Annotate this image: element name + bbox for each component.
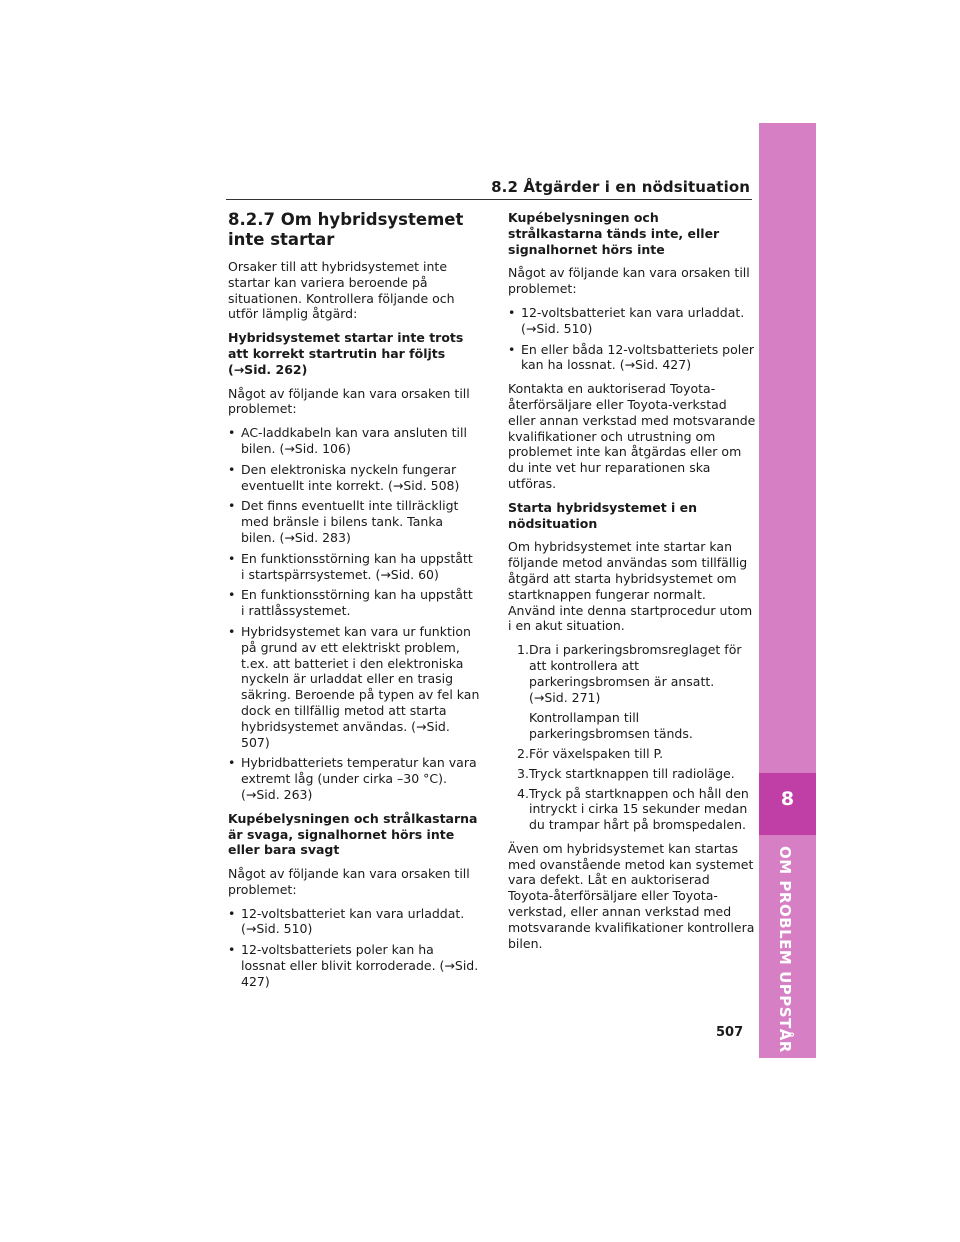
cause-list bbox=[508, 305, 756, 373]
step-text: Tryck startknappen till radioläge. bbox=[529, 765, 735, 781]
step-number: 3. bbox=[517, 765, 529, 781]
list-item: • Hybridsystemet kan vara ur funktion på grund av ett elektriskt problem, t.ex. att batteriet i den elektroniska nyckeln är urladdat eller en trasig säkring. Beroende på typen av fel kan dock en tillfällig metod att starta hybridsystemet användas. (→Sid. 507) bbox=[228, 624, 480, 750]
step-text: Tryck på startknappen och håll den intryckt i cirka 15 sekunder medan du trampar hårt på bromspedalen. bbox=[529, 785, 749, 833]
paragraph: Något av följande kan vara orsaken till problemet: bbox=[228, 385, 470, 417]
step-number: 4. bbox=[517, 785, 529, 801]
list-item: • Den elektroniska nyckeln fungerar eventuellt inte korrekt. (→Sid. 508) bbox=[228, 462, 480, 494]
list-item: • Det finns eventuellt inte tillräckligt med bränsle i bilens tank. Tanka bilen. (→Sid. 283) bbox=[228, 498, 480, 545]
paragraph: Något av följande kan vara orsaken till problemet: bbox=[228, 866, 470, 897]
subheading: Hybridsystemet startar inte trots att korrekt startrutin har följts (→Sid. 262) bbox=[228, 330, 464, 377]
chapter-number: 8 bbox=[780, 788, 795, 810]
step-item bbox=[517, 766, 756, 782]
step-item bbox=[517, 746, 756, 762]
step-number: 1. bbox=[517, 642, 529, 658]
section-title: 8.2.7 Om hybridsystemet inte startar bbox=[228, 210, 464, 249]
intro-paragraph: Orsaker till att hybridsystemet inte startar kan variera beroende på situationen. Kontrollera följande och utför lämplig åtgärd: bbox=[228, 259, 455, 322]
list-item: • En funktionsstörning kan ha uppstått i startspärrsystemet. (→Sid. 60) bbox=[228, 551, 480, 583]
paragraph: Om hybridsystemet inte startar kan följande metod användas som tillfällig åtgärd att starta hybridsystemet om startknappen fungerar normalt. Använd inte denna startprocedur utom i en akut situation. bbox=[508, 539, 753, 634]
step-item bbox=[517, 642, 756, 742]
section-header: 8.2 Åtgärder i en nödsituation bbox=[491, 178, 750, 196]
chapter-label: OM PROBLEM UPPSTÅR bbox=[776, 846, 794, 1053]
step-number: 2. bbox=[517, 745, 529, 761]
list-item: • 12-voltsbatteriet kan vara urladdat. (→Sid. 510) bbox=[508, 305, 756, 337]
list-item: • AC-laddkabeln kan vara ansluten till bilen. (→Sid. 106) bbox=[228, 425, 480, 457]
list-item: • 12-voltsbatteriet kan vara urladdat. (→Sid. 510) bbox=[228, 906, 480, 938]
step-text: Dra i parkeringsbromsreglaget för att kontrollera att parkeringsbromsen är ansatt. (→Sid. 271) bbox=[529, 642, 742, 705]
list-item: • 12-voltsbatteriets poler kan ha lossnat eller blivit korroderade. (→Sid. 427) bbox=[228, 942, 480, 989]
subheading: Kupébelysningen och strålkastarna tänds inte, eller signalhornet hörs inte bbox=[508, 210, 720, 257]
subheading: Starta hybridsystemet i en nödsituation bbox=[508, 499, 698, 531]
left-column bbox=[228, 210, 480, 998]
cause-list bbox=[228, 425, 480, 803]
header-divider bbox=[226, 199, 752, 200]
list-item: • En eller båda 12-voltsbatteriets poler kan ha lossnat. (→Sid. 427) bbox=[508, 342, 756, 374]
paragraph: Något av följande kan vara orsaken till problemet: bbox=[508, 265, 750, 297]
step-item bbox=[517, 786, 756, 833]
step-list bbox=[508, 642, 756, 833]
subheading: Kupébelysningen och strålkastarna är svaga, signalhornet hörs inte eller bara svagt bbox=[228, 810, 478, 858]
step-note: Kontrollampan till parkeringsbromsen tänds. bbox=[529, 710, 693, 742]
page-number: 507 bbox=[716, 1025, 744, 1040]
paragraph: Kontakta en auktoriserad Toyota-återförsäljare eller Toyota-verkstad eller annan verkstad med motsvarande kvalifikationer och utrustning om problemet inte kan åtgärdas eller om du inte vet hur reparationen ska utföras. bbox=[508, 381, 756, 491]
list-item: • En funktionsstörning kan ha uppstått i rattlåssystemet. bbox=[228, 587, 480, 619]
list-item: • Hybridbatteriets temperatur kan vara extremt låg (under cirka –30 °C). (→Sid. 263) bbox=[228, 755, 480, 802]
right-column bbox=[508, 210, 756, 959]
paragraph: Även om hybridsystemet kan startas med ovanstående metod kan systemet vara defekt. Låt en auktoriserad Toyota-återförsäljare eller Toyota-verkstad, eller annan verkstad med motsvarande kvalifikationer kontrollera bilen. bbox=[508, 840, 755, 951]
step-text: För växelspaken till P. bbox=[529, 745, 664, 761]
cause-list bbox=[228, 906, 480, 990]
